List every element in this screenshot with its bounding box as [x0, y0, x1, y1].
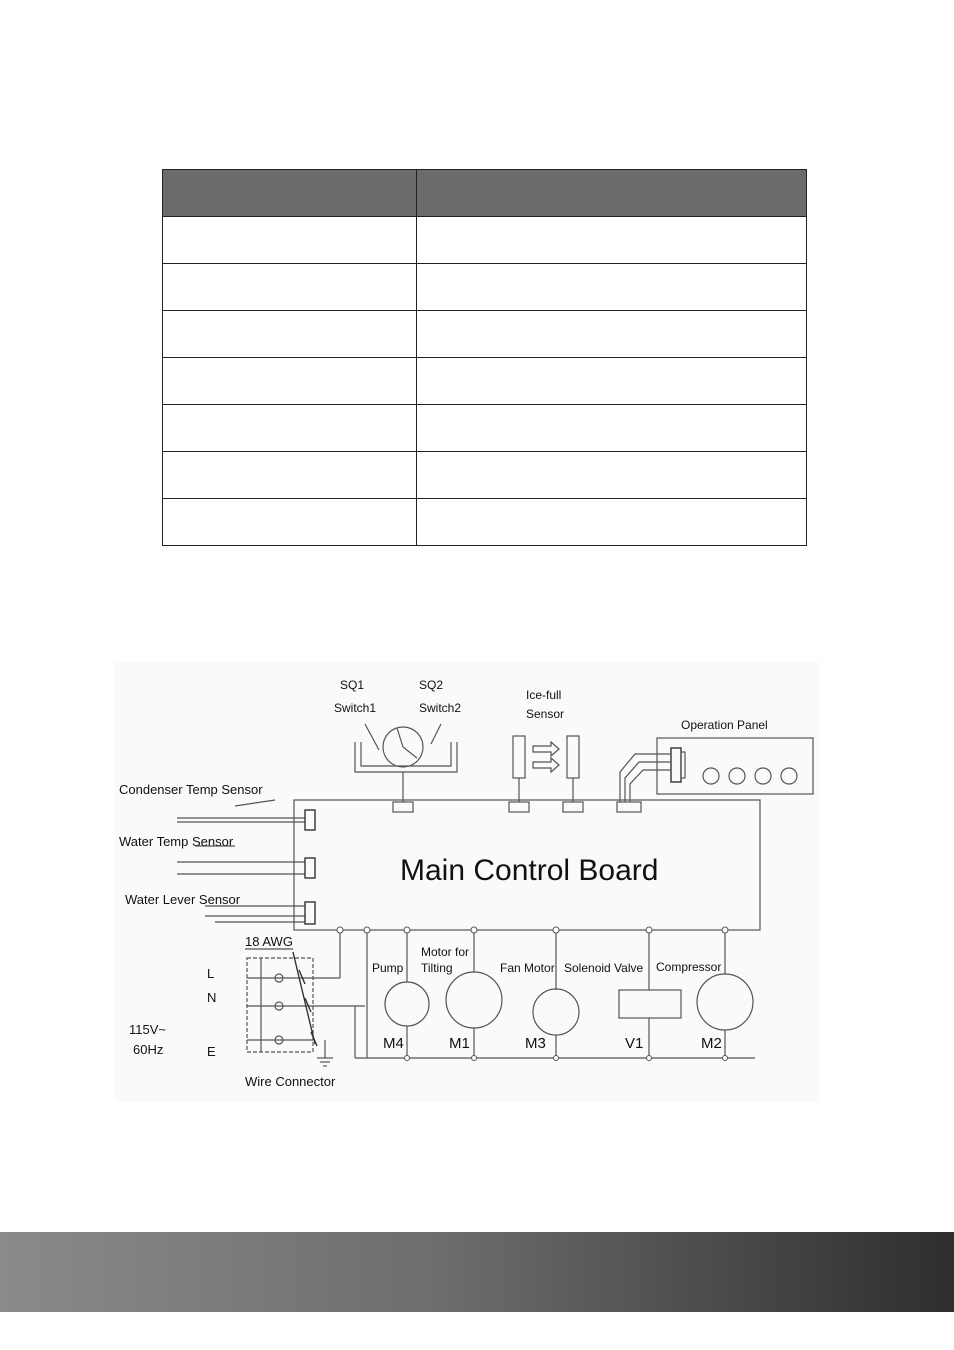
load-solenoid-valve-name: Solenoid Valve: [564, 961, 644, 975]
table-cell: [417, 452, 807, 499]
wire-connector-label: Wire Connector: [245, 1074, 336, 1089]
load-solenoid-valve-code: V1: [625, 1035, 644, 1052]
switch1-code: SQ1: [340, 678, 365, 692]
load-compressor-code: M2: [701, 1035, 722, 1052]
table-cell: [417, 358, 807, 405]
wiring-diagram: [115, 662, 820, 1102]
spec-table: [162, 169, 807, 546]
table-row: [163, 358, 807, 405]
table-cell: [163, 311, 417, 358]
table-row: [163, 405, 807, 452]
table-row: [163, 264, 807, 311]
line-label-l: L: [207, 966, 215, 981]
table-row: [163, 499, 807, 546]
table-cell: [163, 452, 417, 499]
switch1-name: Switch1: [334, 701, 377, 715]
table-row: [163, 217, 807, 264]
load-tilting-motor-code: M1: [449, 1035, 470, 1052]
supply-voltage: 115V~: [129, 1022, 166, 1037]
table-row: [163, 311, 807, 358]
load-fan-motor-code: M3: [525, 1035, 546, 1052]
condenser-sensor-label: Condenser Temp Sensor: [119, 782, 263, 797]
load-compressor-name: Compressor: [656, 960, 722, 974]
table-header-cell: [163, 170, 417, 217]
switch2-code: SQ2: [419, 678, 444, 692]
table-cell: [417, 405, 807, 452]
ice-full-label-2: Sensor: [526, 707, 565, 721]
load-pump-name: Pump: [372, 961, 404, 975]
water-temp-sensor-label: Water Temp Sensor: [119, 834, 234, 849]
load-fan-motor-name: Fan Motor: [500, 961, 555, 975]
load-tilting-motor-name2: Tilting: [421, 961, 453, 975]
table-row: [163, 452, 807, 499]
table-cell: [163, 358, 417, 405]
table-header-row: [163, 170, 807, 217]
line-label-e: E: [207, 1044, 216, 1059]
ice-full-label-1: Ice-full: [526, 688, 562, 702]
water-level-sensor-label: Water Lever Sensor: [125, 892, 241, 907]
table-cell: [163, 499, 417, 546]
board-label: Main Control Board: [400, 854, 659, 887]
table-cell: [163, 217, 417, 264]
table-header-cell: [417, 170, 807, 217]
table-cell: [417, 499, 807, 546]
table-cell: [417, 217, 807, 264]
table-cell: [163, 405, 417, 452]
wire-gauge-label: 18 AWG: [245, 934, 293, 949]
table-cell: [163, 264, 417, 311]
line-label-n: N: [207, 990, 217, 1005]
switch2-name: Switch2: [419, 701, 462, 715]
footer-bar: [0, 1232, 954, 1312]
table-cell: [417, 311, 807, 358]
load-tilting-motor-name: Motor for: [421, 945, 470, 959]
table-cell: [417, 264, 807, 311]
operation-panel-label: Operation Panel: [681, 718, 768, 732]
supply-frequency: 60Hz: [133, 1042, 164, 1057]
load-pump-code: M4: [383, 1035, 404, 1052]
